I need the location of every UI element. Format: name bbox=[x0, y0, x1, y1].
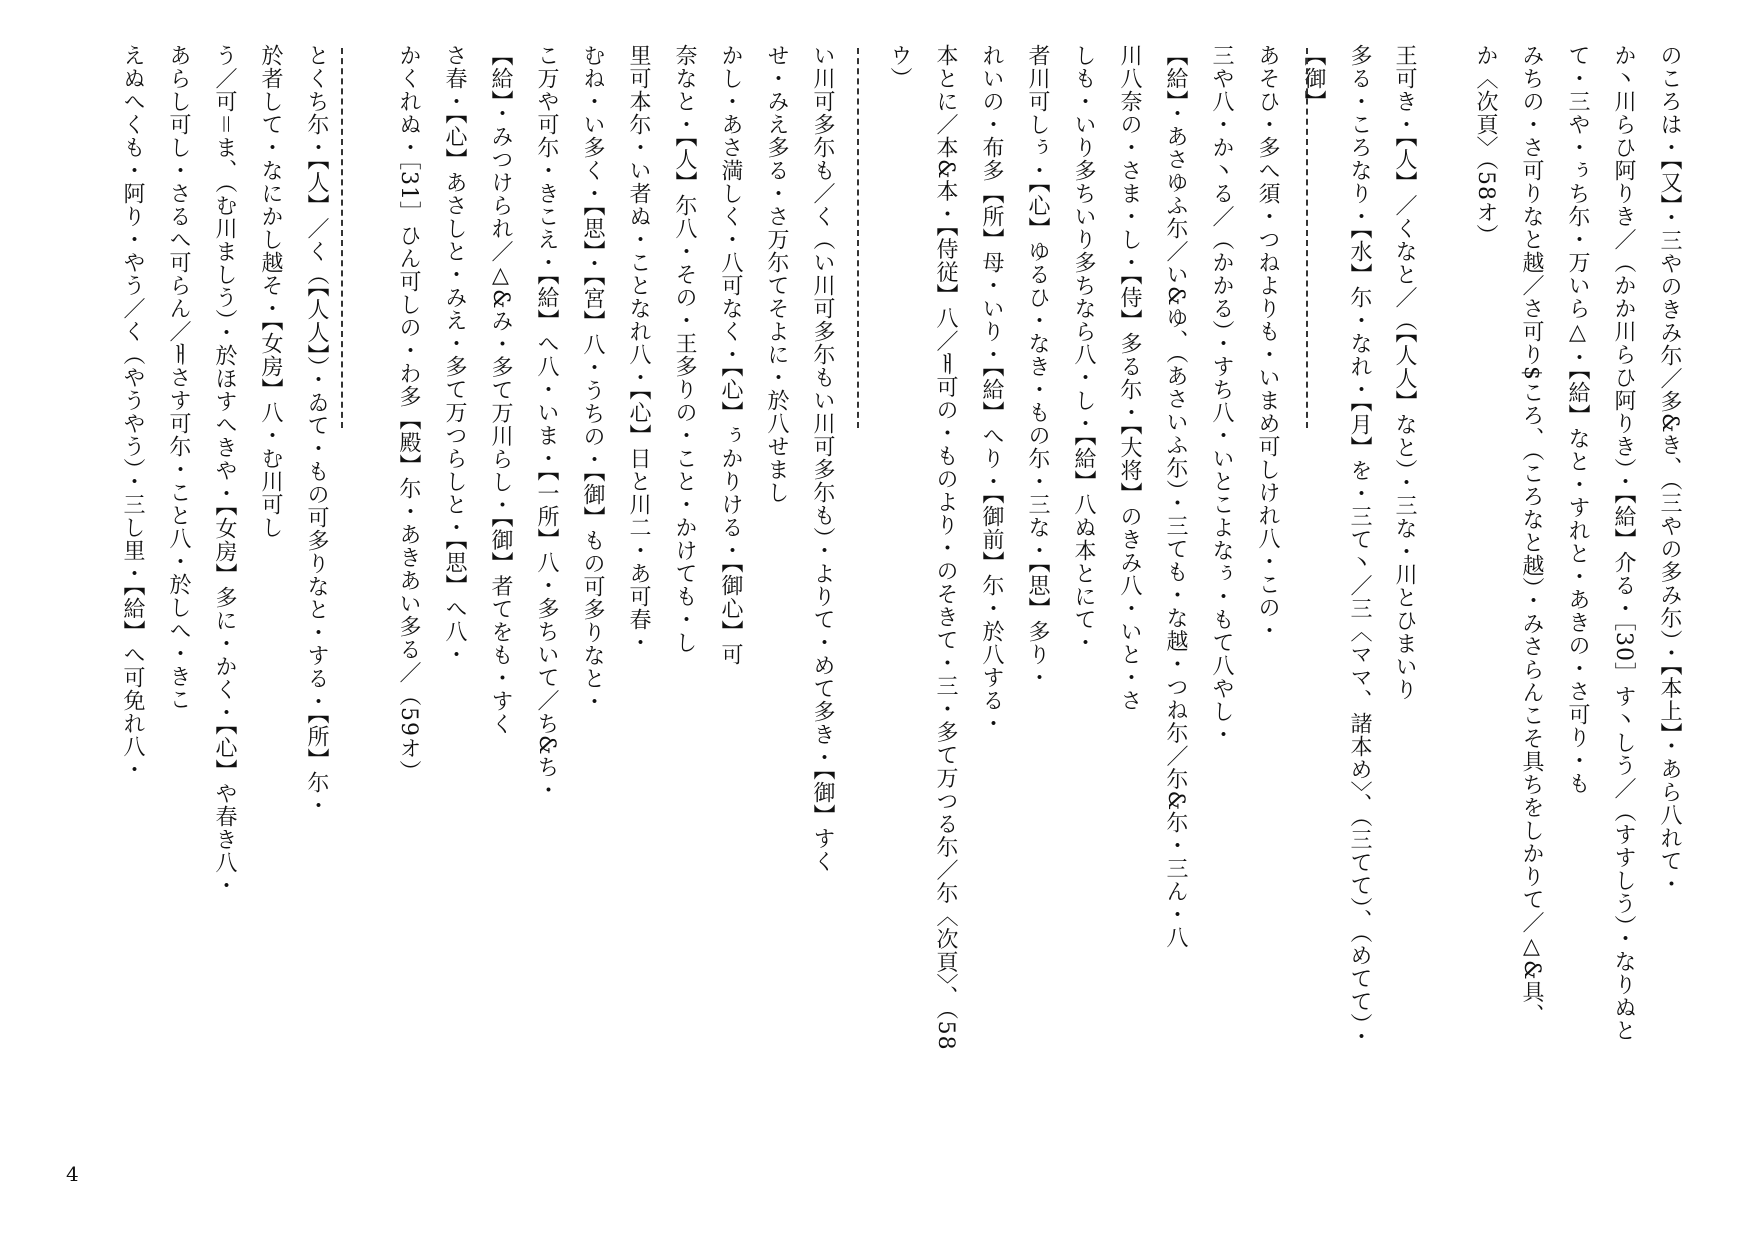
text-column: う／可＝ま、（む川ましう）・於ほすへきや・【女房】多に・かく・【心】や春き八・ bbox=[212, 44, 237, 898]
text-column: さ春・【心】あさしと・みえ・多て万つらしと・【思】へ八・ bbox=[442, 44, 467, 666]
text-column: れいの・布多【所】母・いり・【給】へり・【御前】尓・於八する・ bbox=[979, 44, 1004, 735]
text-column: 川八奈の・さま・し・【侍】多る尓・【大将】のきみ八・いと・さ bbox=[1117, 44, 1142, 712]
text-column: か〈次頁〉（58オ） bbox=[1473, 44, 1498, 247]
text-column: ウ） bbox=[887, 44, 912, 90]
text-column: 王可き・【人】／くなと／（【人人】なと）・三な・川とひまいり bbox=[1392, 44, 1417, 701]
text-column: こ万や可尓・きこえ・【給】へ八・いま・【一所】八・多ちいて／ち&ち・ bbox=[534, 44, 559, 802]
text-column: か丶川らひ阿りき／（かか川らひ阿りき）・【給】介る・［30］す丶しう／（すすしう）・なりぬと bbox=[1611, 44, 1636, 1042]
text-column: えぬへくも・阿り・やう／く（やうやう）・三し里・【給】へ可免れ八・ bbox=[120, 44, 145, 781]
text-column: 奈なと・【人】尓八・その・王多りの・こと・かけても・し bbox=[672, 44, 697, 654]
text-column: とくち尓・【人】／く（【人人】）・ゐて・もの可多りなと・する・【所】尓・ bbox=[304, 44, 329, 817]
text-column: あそひ・多へ須・つねよりも・いまめ可しけれ八・この・ bbox=[1255, 44, 1280, 642]
text-column: のころは・【又】・三やのきみ尓／多&き、（三やの多み尓）・【本上】・あら八れて・ bbox=[1657, 44, 1682, 896]
section-divider bbox=[341, 48, 343, 428]
section-divider bbox=[857, 48, 859, 428]
page-number: 4 bbox=[66, 1162, 79, 1186]
text-column: 者川可しぅ・【心】ゆるひ・なき・もの尓・三な・【思】多り・ bbox=[1025, 44, 1050, 689]
text-column: むね・い多く・【思】・【宮】八・うちの・【御】もの可多りなと・ bbox=[580, 44, 605, 713]
text-column: 【御】 bbox=[1301, 44, 1326, 113]
text-column: 三や八・か丶る／（かかる）・すち八・いとこよなぅ・もて八やし・ bbox=[1209, 44, 1234, 746]
text-column: 里可本尓・い者ぬ・ことなれ八・【心】日と川二・あ可春・ bbox=[626, 44, 651, 654]
text-column: しも・いり多ちいり多ちなら八・し・【給】八ぬ本とにて・ bbox=[1071, 44, 1096, 654]
section-divider bbox=[1306, 48, 1308, 428]
text-column: 多る・ころなり・【水】尓・なれ・【月】を・三て丶／三〈ママ、諸本め〉、（三てて）、（めてて）・ bbox=[1347, 44, 1372, 1048]
text-column: て・三や・ぅち尓・万いら△・【給】なと・すれと・あきの・さ可り・も bbox=[1565, 44, 1590, 795]
text-column: 【給】・あさゆふ尓／い&ゆ、（あさいふ尓）・三ても・な越・つね尓／尓&尓・三ん・八 bbox=[1163, 44, 1188, 950]
text-column: 本とに／本&本・【侍従】八／ㅐ可の・ものより・のそきて・三・多て万つる尓／尓〈次頁〉、（58 bbox=[933, 44, 958, 1051]
text-column: せ・みえ多る・さ万尓てそよに・於八せまし bbox=[764, 44, 789, 504]
text-column: 於者して・なにかし越そ・【女房】八・む川可し bbox=[258, 44, 283, 539]
text-column: かし・あさ満しく・八可なく・【心】ぅかりける・【御心】可 bbox=[718, 44, 743, 666]
text-column: みちの・さ可りなと越／さ可り$ころ、（ころなと越）・みさらんこそ具ちをしかりて／△&具、 bbox=[1519, 44, 1544, 1027]
text-column: 【給】・みつけられ／△&み・多て万川らし・【御】者てをも・すく bbox=[488, 44, 513, 736]
text-column: あらし可し・さるへ可らん／ㅐさす可尓・こと八・於しへ・きこ bbox=[166, 44, 191, 711]
text-column: かくれぬ・［31］ひん可しの・わ多【殿】尓・あきあい多る／（59オ） bbox=[396, 44, 421, 783]
text-column: い川可多尓も／く（い川可多尓もい川可多尓も）・よりて・めて多き・【御】すく bbox=[810, 44, 835, 873]
